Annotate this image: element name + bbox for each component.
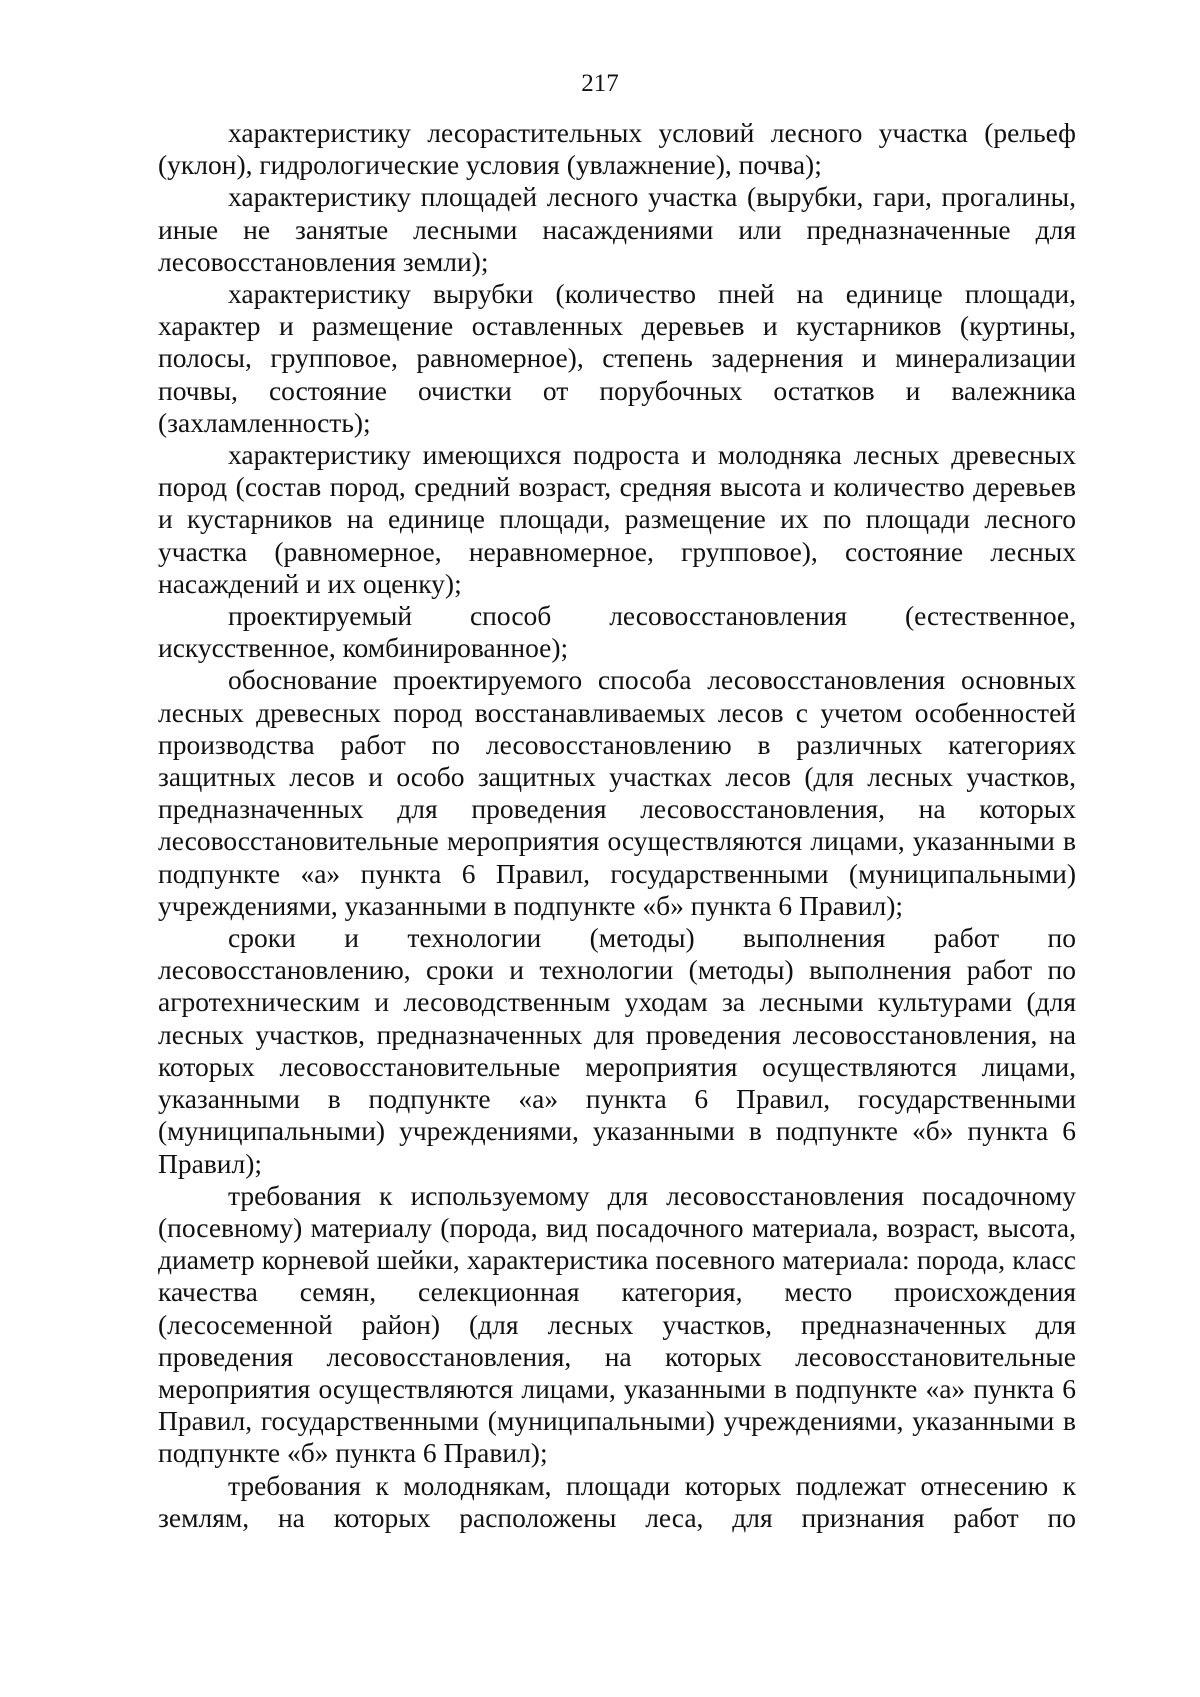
paragraph: обоснование проектируемого способа лесовосстановления основных лесных древесных пород восстанавливаемых лесов с учетом особенностей производства работ по лесовосстановлению в различных категориях защитных лесов и особо защитных участках лесов (для лесных участков, предназначенных для проведения лесовосстановления, на которых лесовосстановительные мероприятия осуществляются лицами, указанными в подпункте «а» пункта 6 Правил, государственными (муниципальными) учреждениями, указанными в подпункте «б» пункта 6 Правил); <box>158 664 1076 921</box>
paragraph: проектируемый способ лесовосстановления (естественное, искусственное, комбинированное); <box>158 600 1076 664</box>
page-number: 217 <box>581 70 619 97</box>
paragraph: сроки и технологии (методы) выполнения работ по лесовосстановлению, сроки и технологии (методы) выполнения работ по агротехническим и лесоводственным уходам за лесными культурами (для лесных участков, предназначенных для проведения лесовосстановления, на которых лесовосстановительные мероприятия осуществляются лицами, указанными в подпункте «а» пункта 6 Правил, государственными (муниципальными) учреждениями, указанными в подпункте «б» пункта 6 Правил); <box>158 922 1076 1179</box>
paragraph: характеристику вырубки (количество пней на единице площади, характер и размещение оставленных деревьев и кустарников (куртины, полосы, групповое, равномерное), степень задернения и минерализации почвы, состояние очистки от порубочных остатков и валежника (захламленность); <box>158 278 1076 438</box>
paragraph: характеристику лесорастительных условий лесного участка (рельеф (уклон), гидрологические условия (увлажнение), почва); <box>158 117 1076 181</box>
paragraph-last: требования к молоднякам, площади которых подлежат отнесению к землям, на которых расположены леса, для признания работ по <box>158 1469 1076 1533</box>
paragraph: требования к используемому для лесовосстановления посадочному (посевному) материалу (порода, вид посадочного материала, возраст, высота, диаметр корневой шейки, характеристика посевного материала: порода, класс качества семян, селекционная категория, место происхождения (лесосеменной район) (для лесных участков, предназначенных для проведения лесовосстановления, на которых лесовосстановительные мероприятия осуществляются лицами, указанными в подпункте «а» пункта 6 Правил, государственными (муниципальными) учреждениями, указанными в подпункте «б» пункта 6 Правил); <box>158 1179 1076 1469</box>
paragraph: характеристику имеющихся подроста и молодняка лесных древесных пород (состав пород, средний возраст, средняя высота и количество деревьев и кустарников на единице площади, размещение их по площади лесного участка (равномерное, неравномерное, групповое), состояние лесных насаждений и их оценку); <box>158 439 1076 599</box>
paragraph: характеристику площадей лесного участка (вырубки, гари, прогалины, иные не занятые лесными насаждениями или предназначенные для лесовосстановления земли); <box>158 181 1076 277</box>
document-body <box>158 117 1076 1534</box>
